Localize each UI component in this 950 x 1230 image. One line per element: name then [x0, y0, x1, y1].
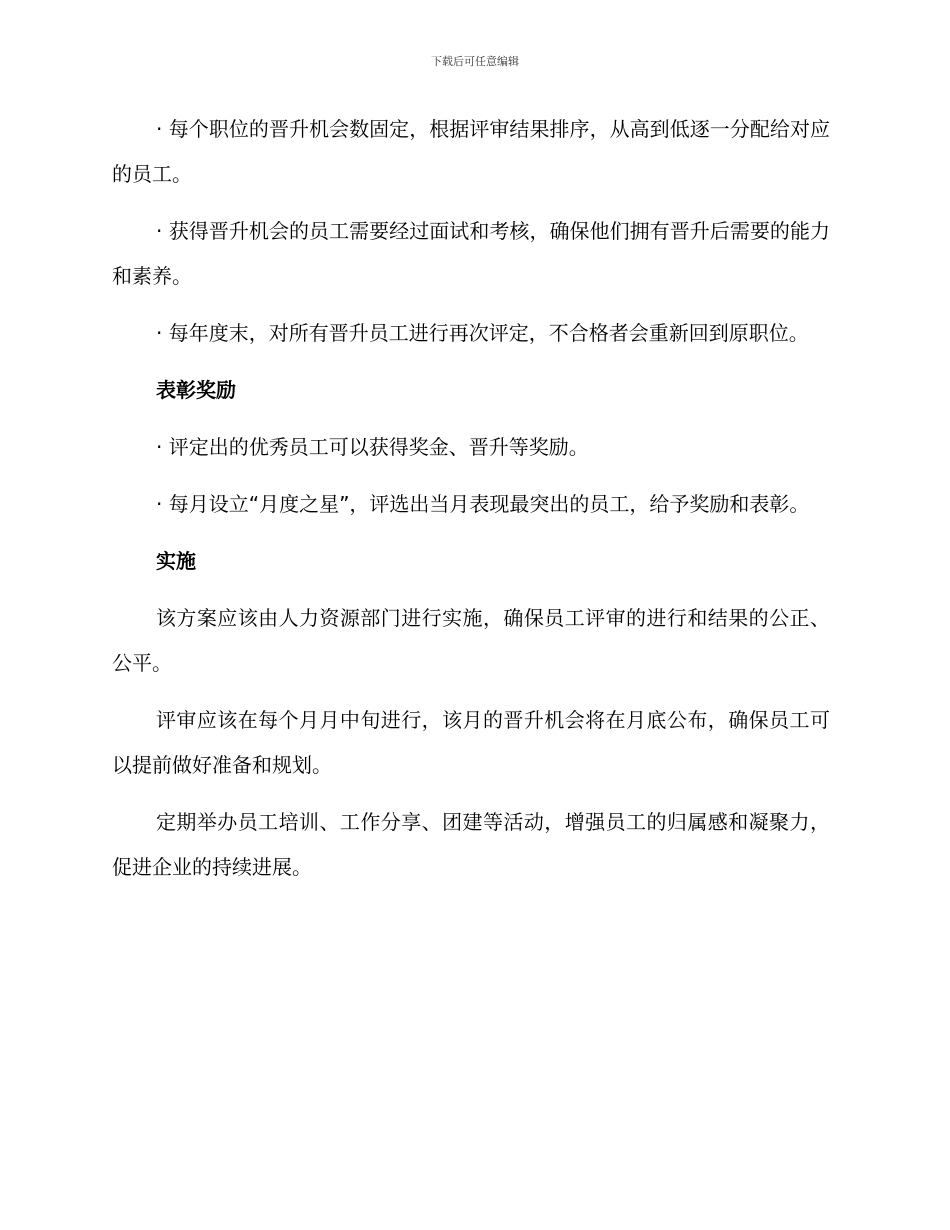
page-header: 下载后可任意编辑: [431, 55, 519, 68]
section-heading-awards: 表彰奖励: [156, 378, 236, 402]
bullet-award-bonus: · 评定出的优秀员工可以获得奖金、晋升等奖励。: [156, 435, 589, 459]
bullet-promotion-interview: · 获得晋升机会的员工需要经过面试和考核，确保他们拥有晋升后需要的能力和素养。: [112, 219, 830, 288]
bullet-promotion-allocation: · 每个职位的晋升机会数固定，根据评审结果排序，从高到低逐一分配给对应的员工。: [112, 117, 830, 186]
paragraph-training-activities: 定期举办员工培训、工作分享、团建等活动，增强员工的归属感和凝聚力，促进企业的持续进展。: [112, 810, 830, 879]
bullet-star-of-month: · 每月设立“月度之星”，评选出当月表现最突出的员工，给予奖励和表彰。: [156, 492, 810, 516]
bullet-annual-review: · 每年度末，对所有晋升员工进行再次评定，不合格者会重新回到原职位。: [156, 321, 809, 345]
paragraph-review-schedule: 评审应该在每个月月中旬进行，该月的晋升机会将在月底公布，确保员工可以提前做好准备和规划。: [112, 708, 830, 777]
paragraph-hr-implementation: 该方案应该由人力资源部门进行实施，确保员工评审的进行和结果的公正、公平。: [112, 606, 830, 675]
section-heading-implementation: 实施: [156, 549, 196, 573]
document-body: [112, 107, 830, 902]
